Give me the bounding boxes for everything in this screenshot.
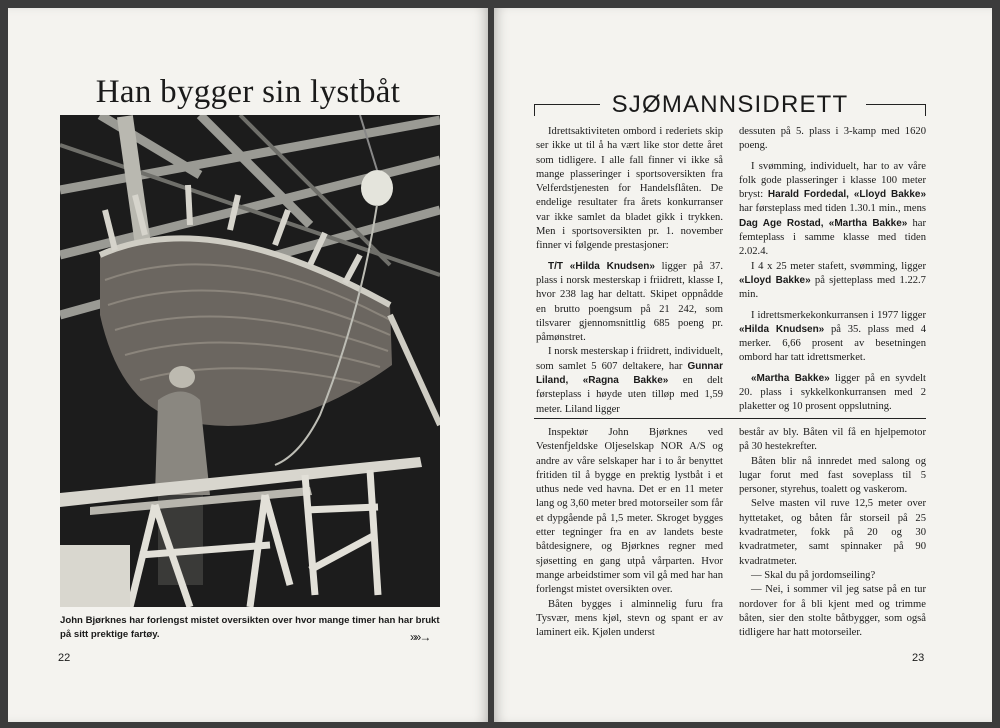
sport-paragraph: I svømming, individuelt, har to av våre folk gode plasseringer i klasse 100 meter bryst: Harald Fordedal, «Lloyd Bakke» har førsteplass med tiden 1.30.1 min., mens Dag Age Rostad, «Martha Bakke» har femteplass i samme klasse med tiden 2.02.4. xyxy=(739,160,926,258)
section-title: SJØMANNSIDRETT xyxy=(611,91,849,118)
ship-name: T/T «Hilda Knudsen» xyxy=(548,260,655,272)
boat-paragraph: Båten blir nå innredet med salong og lugar forut med fast soveplass til 5 personer, styrehus, toalett og vaskerom. xyxy=(739,455,926,496)
photo-caption: John Bjørknes har forlengst mistet oversikten over hvor mange timer han har brukt på sitt prektige fartøy. xyxy=(60,615,440,640)
left-page xyxy=(8,8,488,722)
boat-paragraph: Inspektør John Bjørknes ved Vestenfjeldske Oljeselskap NOR A/S og andre av våre selskaper har i to år benyttet fritiden til å bygge en prektig lystbåt i et uthus nede ved havna. Det er en 11 meter lang og 3,60 meter bred motorseiler som får et dypgående på 1,5 meter. Skroget bygges etter tegninger fra en av landets beste båtdesignere, og Bjørknes regner med sjøsetting en gang utpå vårparten. Hvor mange arbeidstimer som vil gå med har han forlengst mistet oversikten over. xyxy=(536,427,723,596)
ship-name: «Lloyd Bakke» xyxy=(739,274,811,286)
sport-paragraph: I idrettsmerkekonkurransen i 1977 ligger «Hilda Knudsen» på 35. plass med 4 merker. 6,66 prosent av besetningen ombord har tatt idrettsmerket. xyxy=(739,309,926,364)
boat-paragraph: Selve masten vil ruve 12,5 meter over hyttetaket, og båten får storseil på 25 kvadratmeter, fokk på 20 og 30 kvadratmeter, samt spinnaker på 90 kvadratmeter. xyxy=(739,498,926,567)
boat-paragraph: — Nei, i sommer vil jeg satse på en tur nordover for å bli kjent med og trimme båten, sier den stolte båtbygger, som også tidligere har hatt motorseiler. xyxy=(739,584,926,639)
sport-paragraph: T/T «Hilda Knudsen» ligger på 37. plass i norsk mesterskap i friidrett, klasse I, hvor 238 lag har deltatt. Skipet oppnådde en brutto poengsum på 21 242, som tilsvarer gjennomsnittlig 685 poeng pr. påmønstret. xyxy=(536,260,723,344)
sport-column-2 xyxy=(739,125,926,415)
section-divider xyxy=(534,418,926,419)
sport-paragraph: I 4 x 25 meter stafett, svømming, ligger «Lloyd Bakke» på sjetteplass med 1.22.7 min. xyxy=(739,260,926,301)
right-page xyxy=(494,8,992,722)
page-number-left: 22 xyxy=(58,652,71,664)
sport-column-1 xyxy=(536,125,723,417)
boat-photo xyxy=(60,115,440,607)
sport-paragraph: Idrettsaktiviteten ombord i rederiets skip ser ikke ut til å ha vært like stor dette året som tidligere. I alle fall finner vi ikke så mange plasseringer i sportsoversikten fra Velferdstjenesten for Handelsflåten. De endelige resultater fra årets konkurranser var ikke samlet da bladet gikk i trykken. Men i sportsoversikten pr. 1. november finner vi følgende prestasjoner: xyxy=(536,126,723,252)
boat-paragraph: Båten bygges i alminnelig furu fra Tysvær, mens kjøl, stevn og spant er av laminert eik. Kjølen underst xyxy=(536,598,723,639)
athlete-name: Dag Age Rostad, «Martha Bakke» xyxy=(739,217,908,229)
ship-name: «Hilda Knudsen» xyxy=(739,323,825,335)
boat-column-1 xyxy=(536,426,723,640)
boat-paragraph: — Skal du på jordomseiling? xyxy=(751,569,876,581)
sport-paragraph: I norsk mesterskap i friidrett, individuelt, som samlet 5 607 deltakere, har Gunnar Liland, «Ragna Bakke» en delt førsteplass i høyde uten tilløp med 1,59 meter. Liland ligger xyxy=(536,346,723,415)
athlete-name: Gunnar Liland, «Ragna Bakke» xyxy=(536,360,723,387)
article-headline: Han bygger sin lystbåt xyxy=(95,74,401,110)
ship-name: «Martha Bakke» xyxy=(751,372,830,384)
continue-arrow-icon: »»→ xyxy=(410,630,430,644)
page-number-right: 23 xyxy=(912,652,925,664)
sport-paragraph: dessuten på 5. plass i 3-kamp med 1620 poeng. xyxy=(739,126,926,152)
sport-paragraph: «Martha Bakke» ligger på en syvdelt 20. plass i sykkelkonkurransen med 2 plaketter og 10 prosent oppslutning. xyxy=(739,372,927,413)
boat-column-2 xyxy=(739,426,926,640)
section-title-banner xyxy=(534,90,926,122)
athlete-name: Harald Fordedal, «Lloyd Bakke» xyxy=(767,189,926,201)
boat-paragraph: består av bly. Båten vil få en hjelpemotor på 30 hestekrefter. xyxy=(739,427,926,453)
